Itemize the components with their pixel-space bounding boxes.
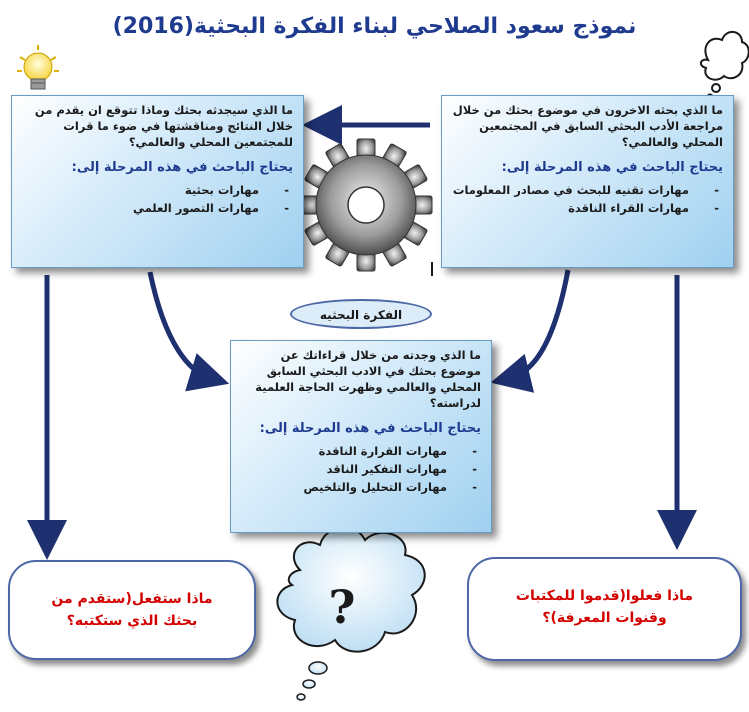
gear-icon (300, 139, 432, 271)
stage-question: ما الذي سيجدثه بحثك وماذا تتوقع ان يقدم من خلال النتائج ومناقشتها في ضوء ما قرات للمجتمعين المحلي والعالمي؟ (34, 103, 293, 149)
stage-need-heading: يحتاج الباحث في هذه المرحلة إلى: (259, 421, 481, 436)
list-item: - مهارات التفكير الناقد (241, 460, 481, 478)
skills-list (452, 181, 723, 217)
outcome-box-others: ماذا فعلوا(قدموا للمكتبات وقنوات المعرفة)؟ (467, 557, 742, 661)
arrow-right-curve (510, 270, 568, 378)
stage-box-expected-contribution (11, 95, 304, 268)
thought-cloud-icon (701, 32, 749, 100)
list-item: - مهارات بحثية (22, 181, 293, 199)
research-idea-label: الفكرة البحثيه (290, 299, 432, 329)
stage-box-research-gap (230, 340, 492, 533)
outcome-box-yours: ماذا ستفعل(ستقدم من بحثك الذي ستكتبه؟ (8, 560, 256, 660)
stage-question: ما الذي وجدته من خلال قراءاتك عن موضوع بحثك في الادب البحثي السابق المحلي والعالمي وظهرت الحاجة العلمية لدراسته؟ (255, 348, 481, 410)
stage-need-heading: يحتاج الباحث في هذه المرحلة إلى: (501, 160, 723, 175)
list-item: - مهارات القراء الناقدة (452, 199, 723, 217)
stage-box-previous-research (441, 95, 734, 268)
list-item: - مهارات التصور العلمي (22, 199, 293, 217)
skills-list (22, 181, 293, 217)
light-bulb-icon (17, 45, 59, 89)
list-item: - مهارات تقنيه للبحث في مصادر المعلومات (452, 181, 723, 199)
question-mark: ? (328, 580, 356, 634)
page-title: نموذج سعود الصلاحي لبناء الفكرة البحثية(2016) (112, 14, 637, 39)
stage-question: ما الذي بحثه الاخرون في موضوع بحثك من خلال مراجعة الأدب البحثي السابق في المجتمعين المحلي والعالمي؟ (452, 103, 723, 149)
stage-need-heading: يحتاج الباحث في هذه المرحلة إلى: (71, 160, 293, 175)
list-item: - مهارات التحليل والتلخيص (241, 478, 481, 496)
arrow-left-curve (150, 272, 210, 378)
skills-list (241, 442, 481, 496)
list-item: - مهارات القرارة الناقدة (241, 442, 481, 460)
